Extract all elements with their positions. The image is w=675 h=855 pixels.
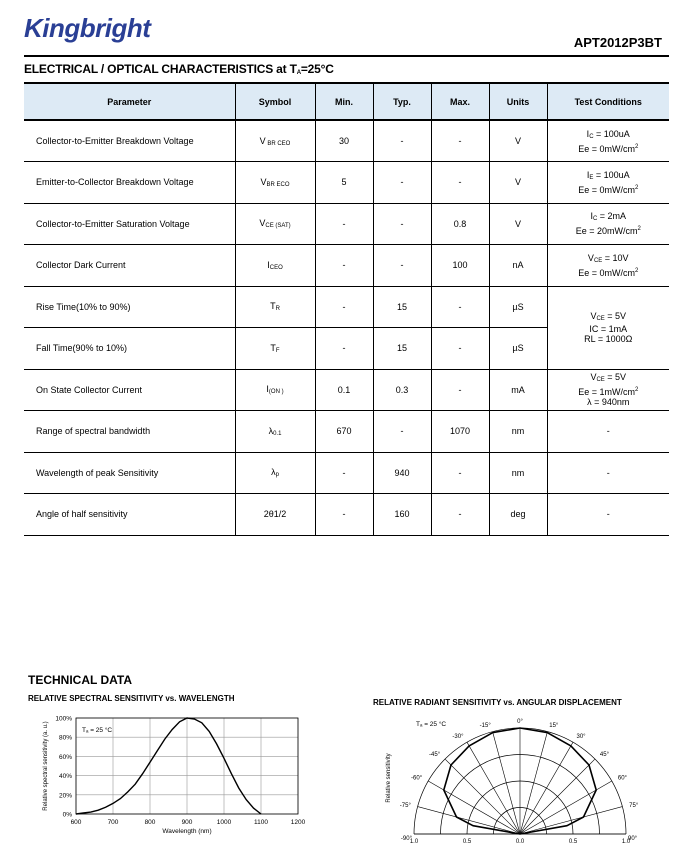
y-tick-label: 40% [58, 773, 72, 781]
cell-min: 30 [315, 120, 373, 162]
cell-parameter: Collector-to-Emitter Saturation Voltage [24, 203, 235, 245]
cell-typ: - [373, 203, 431, 245]
cell-parameter: Range of spectral bandwidth [24, 411, 235, 453]
y-axis-label: Relative sensitivity [386, 753, 392, 803]
cell-min: - [315, 328, 373, 370]
radial-label: 1.0 [409, 839, 419, 845]
cell-min: - [315, 245, 373, 287]
y-axis-label: Relative spectral sensitivity (a. u.) [43, 721, 49, 811]
y-tick-label: 80% [58, 734, 72, 742]
spectral-chart-title: RELATIVE SPECTRAL SENSITIVITY vs. WAVELENGTH [28, 694, 235, 703]
cell-max: - [431, 369, 489, 411]
part-number: APT2012P3BT [573, 35, 662, 50]
cell-max: - [431, 494, 489, 536]
angle-label: 15° [549, 722, 559, 729]
radial-label: 1.0 [621, 839, 631, 845]
cell-max: 100 [431, 245, 489, 287]
cell-min: - [315, 203, 373, 245]
x-tick-label: 800 [144, 819, 156, 826]
radiant-chart-title: RELATIVE RADIANT SENSITIVITY vs. ANGULAR DISPLACEMENT [373, 698, 622, 707]
angle-label: 75° [629, 802, 639, 809]
table-row [24, 452, 669, 494]
angle-spoke [520, 759, 595, 834]
cell-symbol: $V_{BR ECO}$ [235, 162, 315, 204]
cell-symbol: V $_{BR CEO}$ [235, 120, 315, 162]
table-row [24, 203, 669, 245]
temperature-annotation: Tₐ = 25 °C [416, 721, 447, 728]
radial-label: 0.5 [568, 839, 578, 845]
cell-units: deg [489, 494, 547, 536]
table-row [24, 162, 669, 204]
cell-symbol: $\lambda_p$ [235, 452, 315, 494]
angle-label: -15° [479, 722, 491, 729]
cell-symbol: $T_R$ [235, 286, 315, 328]
header-min: Min. [315, 83, 373, 120]
cell-min: 5 [315, 162, 373, 204]
table-row [24, 120, 669, 162]
cell-min: 0.1 [315, 369, 373, 411]
angle-label: -45° [429, 752, 441, 759]
radial-label: 0.0 [515, 839, 525, 845]
cell-symbol: $T_F$ [235, 328, 315, 370]
cell-units: nm [489, 452, 547, 494]
x-tick-label: 1000 [216, 819, 232, 826]
angle-label: -30° [452, 734, 464, 741]
y-tick-label: 60% [58, 753, 72, 761]
cell-typ: - [373, 245, 431, 287]
angle-spoke [418, 807, 520, 834]
radiant-sensitivity-chart [380, 712, 660, 852]
angle-spoke [445, 759, 520, 834]
cell-units: µS [489, 286, 547, 328]
cell-parameter: Collector Dark Current [24, 245, 235, 287]
y-tick-label: 0% [62, 811, 72, 819]
section-title: ELECTRICAL / OPTICAL CHARACTERISTICS at $T_A=25^\circ C$ [24, 62, 334, 76]
cell-max: - [431, 120, 489, 162]
cell-test-conditions: $V_{CE} = 5V$ IC = 1mA RL = 1000Ω [547, 286, 669, 369]
table-header-row [24, 83, 669, 120]
header-parameter: Parameter [24, 83, 235, 120]
angle-label: -90° [400, 836, 412, 842]
cell-units: nm [489, 411, 547, 453]
cell-parameter: Fall Time(90% to 10%) [24, 328, 235, 370]
angle-label: 90° [628, 836, 638, 842]
x-axis-label: Wavelength (nm) [162, 828, 212, 835]
header-units: Units [489, 83, 547, 120]
cell-typ: 0.3 [373, 369, 431, 411]
cell-parameter: Rise Time(10% to 90%) [24, 286, 235, 328]
angle-label: 45° [599, 752, 609, 759]
cell-units: V [489, 162, 547, 204]
angle-spoke [520, 742, 573, 834]
x-tick-label: 1100 [254, 819, 268, 826]
cell-max: - [431, 162, 489, 204]
cell-typ: 160 [373, 494, 431, 536]
cell-max: 1070 [431, 411, 489, 453]
x-tick-label: 700 [107, 819, 119, 826]
cell-symbol: $\lambda_{0.1}$ [235, 411, 315, 453]
cell-symbol: $I_{CEO}$ [235, 245, 315, 287]
cell-typ: 15 [373, 328, 431, 370]
angle-spoke [493, 732, 520, 834]
cell-typ: - [373, 411, 431, 453]
angle-spoke [520, 807, 622, 834]
cell-units: µS [489, 328, 547, 370]
cell-parameter: Emitter-to-Collector Breakdown Voltage [24, 162, 235, 204]
table-row [24, 245, 669, 287]
x-tick-label: 900 [181, 819, 193, 826]
header-typ: Typ. [373, 83, 431, 120]
table-row [24, 286, 669, 328]
cell-typ: 15 [373, 286, 431, 328]
cell-test-conditions: $V_{CE} = 10V$ $Ee = 0mW/cm^2$ [547, 245, 669, 287]
cell-test-conditions: $V_{CE} = 5V$ $Ee = 1mW/cm^2$ λ = 940nm [547, 369, 669, 411]
cell-typ: - [373, 120, 431, 162]
header-symbol: Symbol [235, 83, 315, 120]
cell-max: - [431, 286, 489, 328]
cell-units: nA [489, 245, 547, 287]
cell-parameter: Wavelength of peak Sensitivity [24, 452, 235, 494]
header-max: Max. [431, 83, 489, 120]
y-tick-label: 100% [55, 715, 72, 723]
cell-units: V [489, 203, 547, 245]
header-rule [24, 55, 669, 57]
cell-test-conditions: - [547, 452, 669, 494]
cell-typ: 940 [373, 452, 431, 494]
kingbright-logo: Kingbright [24, 13, 151, 43]
angle-label: 30° [576, 734, 586, 741]
angle-label: -75° [399, 802, 411, 809]
cell-parameter: Collector-to-Emitter Breakdown Voltage [24, 120, 235, 162]
cell-symbol: $V_{CE (SAT)}$ [235, 203, 315, 245]
cell-max: 0.8 [431, 203, 489, 245]
cell-test-conditions: - [547, 494, 669, 536]
characteristics-table [24, 82, 669, 536]
header-test-conditions: Test Conditions [547, 83, 669, 120]
cell-min: - [315, 286, 373, 328]
angle-label: 60° [617, 775, 627, 782]
cell-min: 670 [315, 411, 373, 453]
cell-test-conditions: $I_C = 100uA$ $Ee = 0mW/cm^2$ [547, 120, 669, 162]
x-tick-label: 600 [70, 819, 82, 826]
y-tick-label: 20% [58, 792, 72, 800]
cell-parameter: On State Collector Current [24, 369, 235, 411]
cell-min: - [315, 452, 373, 494]
temperature-annotation: Tₐ = 25 °C [82, 727, 113, 734]
technical-data-title: TECHNICAL DATA [28, 673, 132, 687]
cell-typ: - [373, 162, 431, 204]
cell-units: mA [489, 369, 547, 411]
angle-spoke [520, 732, 547, 834]
cell-test-conditions: - [547, 411, 669, 453]
angle-label: -60° [411, 775, 423, 782]
angle-spoke [467, 742, 520, 834]
table-row [24, 494, 669, 536]
angle-label: 0° [517, 719, 523, 725]
cell-units: V [489, 120, 547, 162]
cell-max: - [431, 328, 489, 370]
cell-symbol: $I_{(ON )}$ [235, 369, 315, 411]
cell-max: - [431, 452, 489, 494]
x-tick-label: 1200 [290, 819, 306, 826]
cell-parameter: Angle of half sensitivity [24, 494, 235, 536]
table-row [24, 369, 669, 411]
table-row [24, 411, 669, 453]
cell-test-conditions: $I_E = 100uA$ $Ee = 0mW/cm^2$ [547, 162, 669, 204]
spectral-sensitivity-chart [28, 708, 328, 840]
cell-test-conditions: $I_C = 2mA$ $Ee = 20mW/cm^2$ [547, 203, 669, 245]
radial-label: 0.5 [462, 839, 472, 845]
cell-min: - [315, 494, 373, 536]
cell-symbol: 2θ1/2 [235, 494, 315, 536]
